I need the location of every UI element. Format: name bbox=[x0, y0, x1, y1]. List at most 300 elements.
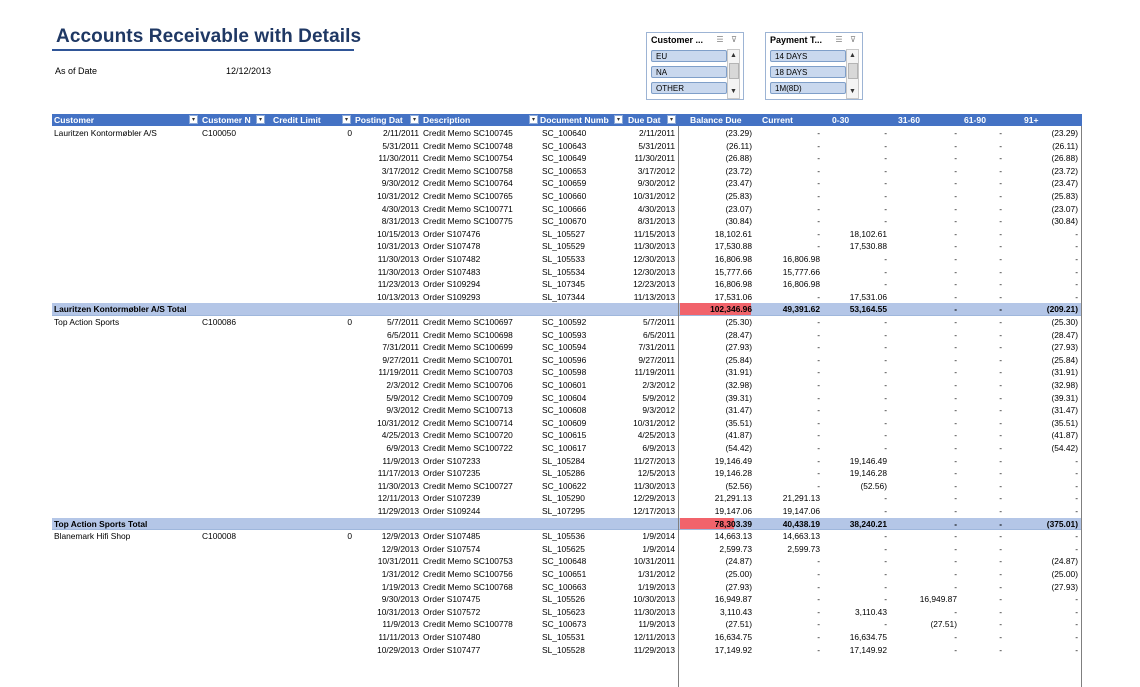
cell-customer-no[interactable]: C100008 bbox=[202, 531, 236, 542]
cell-91-plus[interactable]: - bbox=[1075, 543, 1078, 554]
slicer-item[interactable]: EU bbox=[651, 50, 727, 62]
cell-posting-date[interactable]: 5/9/2012 bbox=[386, 392, 419, 403]
cell-61-90[interactable]: - bbox=[999, 493, 1002, 504]
cell-posting-date[interactable]: 11/9/2013 bbox=[382, 619, 419, 630]
cell-0-30[interactable]: - bbox=[884, 342, 887, 353]
cell-0-30[interactable]: - bbox=[884, 128, 887, 138]
cell-credit-limit[interactable] bbox=[272, 417, 354, 430]
slicer-item[interactable]: NA bbox=[651, 66, 727, 78]
cell-credit-limit[interactable]: 0 bbox=[347, 128, 352, 138]
cell-customer-no[interactable] bbox=[202, 203, 272, 216]
cell-posting-date[interactable]: 6/5/2011 bbox=[387, 329, 419, 340]
cell-0-30[interactable]: - bbox=[884, 556, 887, 567]
cell-description[interactable]: Credit Memo SC100709 bbox=[423, 392, 513, 403]
cell-posting-date[interactable]: 1/19/2013 bbox=[381, 581, 419, 592]
cell-61-90[interactable]: - bbox=[999, 153, 1002, 164]
cell-91-plus[interactable]: (25.84) bbox=[1051, 354, 1078, 365]
cell-31-60[interactable]: - bbox=[954, 506, 957, 516]
cell-balance-due[interactable]: (25.84) bbox=[725, 354, 752, 365]
cell-credit-limit[interactable] bbox=[272, 266, 354, 279]
col-header-61-90[interactable]: 61-90 bbox=[964, 115, 986, 125]
cell-balance-due[interactable]: 3,110.43 bbox=[720, 606, 752, 617]
cell-description[interactable]: Credit Memo SC100703 bbox=[423, 367, 513, 378]
cell-description[interactable]: Credit Memo SC100697 bbox=[423, 317, 513, 327]
cell-balance-due[interactable]: (41.87) bbox=[725, 430, 752, 441]
cell-61-90[interactable]: - bbox=[999, 178, 1002, 189]
filter-dropdown-icon[interactable]: ▾ bbox=[256, 115, 265, 124]
cell-customer[interactable] bbox=[54, 404, 204, 417]
filter-dropdown-icon[interactable]: ▾ bbox=[614, 115, 623, 124]
cell-current[interactable]: - bbox=[817, 594, 820, 605]
cell-balance-due[interactable]: 16,806.98 bbox=[714, 279, 752, 290]
cell-31-60[interactable]: - bbox=[954, 203, 957, 214]
cell-current[interactable]: - bbox=[817, 606, 820, 617]
cell-61-90[interactable]: - bbox=[999, 644, 1002, 655]
cell-customer-no[interactable] bbox=[202, 329, 272, 342]
cell-0-30[interactable]: - bbox=[884, 354, 887, 365]
cell-0-30[interactable]: - bbox=[884, 140, 887, 151]
cell-31-60[interactable]: - bbox=[954, 581, 957, 592]
cell-posting-date[interactable]: 10/31/2013 bbox=[377, 241, 419, 252]
cell-0-30[interactable]: - bbox=[884, 569, 887, 579]
cell-credit-limit[interactable] bbox=[272, 492, 354, 505]
cell-customer[interactable] bbox=[54, 329, 204, 342]
cell-due-date[interactable]: 10/31/2011 bbox=[633, 556, 675, 567]
cell-0-30[interactable]: - bbox=[884, 367, 887, 378]
cell-credit-limit[interactable] bbox=[272, 329, 354, 342]
cell-credit-limit[interactable] bbox=[272, 240, 354, 253]
cell-31-60[interactable]: - bbox=[954, 165, 957, 176]
cell-posting-date[interactable]: 2/11/2011 bbox=[382, 128, 419, 138]
cell-description[interactable]: Order S107574 bbox=[423, 543, 481, 554]
cell-61-90[interactable]: - bbox=[999, 367, 1002, 378]
cell-current[interactable]: - bbox=[817, 569, 820, 579]
cell-balance-due[interactable]: (25.00) bbox=[725, 569, 752, 579]
cell-current[interactable]: 40,438.19 bbox=[782, 518, 820, 529]
cell-91-plus[interactable]: - bbox=[1075, 228, 1078, 239]
cell-61-90[interactable]: - bbox=[999, 518, 1002, 529]
cell-0-30[interactable]: - bbox=[884, 329, 887, 340]
cell-customer-no[interactable] bbox=[202, 341, 272, 354]
cell-posting-date[interactable]: 11/30/2013 bbox=[377, 480, 419, 491]
cell-document-no[interactable]: SC_100643 bbox=[542, 140, 587, 151]
cell-description[interactable]: Credit Memo SC100775 bbox=[423, 216, 513, 227]
cell-customer[interactable] bbox=[54, 417, 204, 430]
scroll-thumb[interactable] bbox=[848, 63, 858, 79]
cell-61-90[interactable]: - bbox=[999, 569, 1002, 579]
cell-91-plus[interactable]: (27.93) bbox=[1051, 581, 1078, 592]
cell-customer-no[interactable]: C100086 bbox=[202, 317, 236, 327]
cell-due-date[interactable]: 1/31/2012 bbox=[637, 569, 675, 579]
cell-due-date[interactable]: 11/29/2013 bbox=[633, 644, 675, 655]
cell-61-90[interactable]: - bbox=[999, 556, 1002, 567]
cell-due-date[interactable]: 11/30/2013 bbox=[633, 241, 675, 252]
cell-balance-due[interactable]: 17,149.92 bbox=[714, 644, 752, 655]
cell-description[interactable]: Order S107483 bbox=[423, 266, 481, 277]
cell-balance-due[interactable]: 15,777.66 bbox=[714, 266, 752, 277]
cell-document-no[interactable]: SC_100651 bbox=[542, 569, 587, 579]
cell-due-date[interactable]: 11/15/2013 bbox=[633, 228, 675, 239]
cell-customer[interactable] bbox=[54, 631, 204, 644]
cell-due-date[interactable]: 10/31/2012 bbox=[633, 417, 675, 428]
cell-0-30[interactable]: - bbox=[884, 531, 887, 542]
cell-customer-no[interactable] bbox=[202, 568, 272, 581]
cell-credit-limit[interactable] bbox=[272, 455, 354, 468]
cell-description[interactable]: Order S107477 bbox=[423, 644, 481, 655]
cell-customer[interactable] bbox=[54, 555, 204, 568]
cell-91-plus[interactable]: - bbox=[1075, 594, 1078, 605]
cell-due-date[interactable]: 4/25/2013 bbox=[637, 430, 675, 441]
cell-61-90[interactable]: - bbox=[999, 506, 1002, 516]
cell-customer-no[interactable] bbox=[202, 278, 272, 291]
cell-0-30[interactable]: - bbox=[884, 581, 887, 592]
cell-customer[interactable] bbox=[54, 379, 204, 392]
cell-customer[interactable] bbox=[54, 215, 204, 228]
cell-current[interactable]: - bbox=[817, 140, 820, 151]
cell-balance-due[interactable]: 102,346.96 bbox=[710, 304, 752, 315]
cell-current[interactable]: - bbox=[817, 228, 820, 239]
cell-customer-no[interactable] bbox=[202, 366, 272, 379]
cell-91-plus[interactable]: (39.31) bbox=[1051, 392, 1078, 403]
cell-0-30[interactable]: - bbox=[884, 619, 887, 630]
cell-posting-date[interactable]: 10/29/2013 bbox=[377, 644, 419, 655]
cell-customer-no[interactable] bbox=[202, 467, 272, 480]
cell-0-30[interactable]: - bbox=[884, 594, 887, 605]
cell-0-30[interactable]: 17,531.06 bbox=[849, 291, 887, 302]
cell-posting-date[interactable]: 1/31/2012 bbox=[381, 569, 419, 579]
cell-customer[interactable]: Top Action Sports Total bbox=[54, 518, 148, 529]
cell-customer[interactable] bbox=[54, 341, 204, 354]
cell-balance-due[interactable]: 2,599.73 bbox=[719, 543, 752, 554]
cell-0-30[interactable]: - bbox=[884, 254, 887, 264]
cell-posting-date[interactable]: 12/11/2013 bbox=[377, 493, 419, 504]
cell-31-60[interactable]: - bbox=[954, 279, 957, 290]
cell-current[interactable]: - bbox=[817, 430, 820, 441]
cell-customer-no[interactable] bbox=[202, 266, 272, 279]
cell-description[interactable]: Credit Memo SC100720 bbox=[423, 430, 513, 441]
cell-61-90[interactable]: - bbox=[999, 317, 1002, 327]
slicer-scrollbar[interactable] bbox=[846, 49, 859, 99]
cell-posting-date[interactable]: 2/3/2012 bbox=[386, 380, 419, 390]
col-header-91-plus[interactable]: 91+ bbox=[1024, 115, 1039, 125]
cell-customer-no[interactable] bbox=[202, 631, 272, 644]
cell-balance-due[interactable]: 78,303.39 bbox=[714, 518, 752, 529]
col-header-description[interactable]: Description bbox=[423, 115, 471, 125]
cell-description[interactable]: Credit Memo SC100778 bbox=[423, 619, 513, 630]
cell-due-date[interactable]: 2/11/2011 bbox=[638, 128, 675, 138]
cell-due-date[interactable]: 8/31/2013 bbox=[637, 216, 675, 227]
cell-31-60[interactable]: - bbox=[954, 531, 957, 542]
cell-customer[interactable] bbox=[54, 618, 204, 631]
cell-61-90[interactable]: - bbox=[999, 380, 1002, 390]
cell-document-no[interactable]: SL_105528 bbox=[542, 644, 585, 655]
cell-0-30[interactable]: - bbox=[884, 380, 887, 390]
cell-document-no[interactable]: SL_105623 bbox=[542, 606, 585, 617]
cell-current[interactable]: - bbox=[817, 581, 820, 592]
cell-balance-due[interactable]: (27.93) bbox=[725, 342, 752, 353]
cell-customer[interactable] bbox=[54, 177, 204, 190]
cell-customer-no[interactable] bbox=[202, 543, 272, 556]
cell-61-90[interactable]: - bbox=[999, 405, 1002, 416]
cell-description[interactable]: Order S107233 bbox=[423, 455, 481, 466]
cell-31-60[interactable]: - bbox=[954, 443, 957, 453]
cell-91-plus[interactable]: (25.83) bbox=[1051, 191, 1078, 201]
cell-customer[interactable] bbox=[54, 240, 204, 253]
cell-customer[interactable] bbox=[54, 140, 204, 153]
multi-select-icon[interactable]: ☰ bbox=[716, 35, 724, 44]
cell-0-30[interactable]: - bbox=[884, 430, 887, 441]
as-of-value[interactable]: 12/12/2013 bbox=[226, 66, 272, 76]
cell-document-no[interactable]: SC_100601 bbox=[542, 380, 587, 390]
cell-posting-date[interactable]: 9/27/2011 bbox=[382, 354, 419, 365]
cell-due-date[interactable]: 11/30/2013 bbox=[633, 606, 675, 617]
cell-61-90[interactable]: - bbox=[999, 165, 1002, 176]
cell-description[interactable]: Credit Memo SC100714 bbox=[423, 417, 513, 428]
cell-current[interactable]: 19,147.06 bbox=[782, 506, 820, 516]
cell-0-30[interactable]: 38,240.21 bbox=[849, 518, 887, 529]
cell-customer[interactable] bbox=[54, 253, 204, 266]
scroll-thumb[interactable] bbox=[729, 63, 739, 79]
cell-0-30[interactable]: 17,149.92 bbox=[849, 644, 887, 655]
cell-0-30[interactable]: - bbox=[884, 178, 887, 189]
cell-posting-date[interactable]: 3/17/2012 bbox=[381, 165, 419, 176]
cell-customer[interactable]: Lauritzen Kontormøbler A/S bbox=[54, 128, 157, 138]
cell-31-60[interactable]: - bbox=[954, 543, 957, 554]
cell-posting-date[interactable]: 11/30/2011 bbox=[378, 153, 419, 164]
cell-due-date[interactable]: 1/9/2014 bbox=[642, 531, 675, 542]
cell-61-90[interactable]: - bbox=[999, 329, 1002, 340]
cell-posting-date[interactable]: 11/30/2013 bbox=[377, 254, 419, 264]
cell-91-plus[interactable]: (23.72) bbox=[1051, 165, 1078, 176]
cell-posting-date[interactable]: 4/25/2013 bbox=[381, 430, 419, 441]
cell-91-plus[interactable]: (31.47) bbox=[1051, 405, 1078, 416]
cell-customer[interactable] bbox=[54, 366, 204, 379]
cell-credit-limit[interactable] bbox=[272, 203, 354, 216]
cell-posting-date[interactable]: 7/31/2011 bbox=[382, 342, 419, 353]
cell-91-plus[interactable]: (23.47) bbox=[1051, 178, 1078, 189]
cell-current[interactable]: - bbox=[817, 619, 820, 630]
cell-credit-limit[interactable] bbox=[272, 140, 354, 153]
cell-description[interactable]: Credit Memo SC100699 bbox=[423, 342, 513, 353]
cell-credit-limit[interactable] bbox=[272, 215, 354, 228]
cell-document-no[interactable]: SL_105531 bbox=[542, 632, 585, 642]
cell-due-date[interactable]: 11/9/2013 bbox=[638, 619, 675, 630]
cell-customer-no[interactable] bbox=[202, 392, 272, 405]
cell-due-date[interactable]: 9/30/2012 bbox=[637, 178, 675, 189]
cell-customer[interactable] bbox=[54, 593, 204, 606]
cell-credit-limit[interactable] bbox=[272, 555, 354, 568]
cell-balance-due[interactable]: (27.51) bbox=[725, 619, 752, 630]
cell-91-plus[interactable]: (26.88) bbox=[1051, 153, 1078, 164]
cell-posting-date[interactable]: 10/13/2013 bbox=[377, 291, 419, 302]
cell-61-90[interactable]: - bbox=[999, 594, 1002, 605]
cell-due-date[interactable]: 6/5/2011 bbox=[643, 329, 675, 340]
cell-credit-limit[interactable] bbox=[272, 190, 354, 203]
cell-customer[interactable] bbox=[54, 165, 204, 178]
scroll-down-icon[interactable]: ▼ bbox=[730, 88, 737, 95]
cell-customer[interactable] bbox=[54, 442, 204, 455]
cell-due-date[interactable]: 5/31/2011 bbox=[638, 140, 675, 151]
cell-31-60[interactable]: - bbox=[954, 128, 957, 138]
cell-31-60[interactable]: - bbox=[954, 569, 957, 579]
cell-balance-due[interactable]: (28.47) bbox=[725, 329, 752, 340]
cell-91-plus[interactable]: (32.98) bbox=[1051, 380, 1078, 390]
cell-posting-date[interactable]: 11/11/2013 bbox=[378, 632, 419, 642]
cell-91-plus[interactable]: - bbox=[1075, 468, 1078, 479]
col-header-current[interactable]: Current bbox=[762, 115, 794, 125]
filter-dropdown-icon[interactable]: ▾ bbox=[342, 115, 351, 124]
cell-document-no[interactable]: SC_100593 bbox=[542, 329, 587, 340]
cell-description[interactable]: Credit Memo SC100713 bbox=[423, 405, 513, 416]
cell-document-no[interactable]: SC_100615 bbox=[542, 430, 587, 441]
cell-credit-limit[interactable] bbox=[272, 593, 354, 606]
cell-91-plus[interactable]: - bbox=[1075, 241, 1078, 252]
cell-balance-due[interactable]: (26.88) bbox=[725, 153, 752, 164]
payment-terms-slicer[interactable] bbox=[765, 32, 863, 100]
cell-credit-limit[interactable]: 0 bbox=[347, 317, 352, 327]
cell-credit-limit[interactable] bbox=[272, 631, 354, 644]
cell-61-90[interactable]: - bbox=[999, 581, 1002, 592]
cell-posting-date[interactable]: 9/30/2012 bbox=[381, 178, 419, 189]
cell-customer[interactable] bbox=[54, 492, 204, 505]
cell-customer-no[interactable] bbox=[202, 417, 272, 430]
cell-balance-due[interactable]: (35.51) bbox=[725, 417, 752, 428]
cell-credit-limit[interactable] bbox=[272, 228, 354, 241]
cell-31-60[interactable]: - bbox=[954, 480, 957, 491]
cell-customer-no[interactable] bbox=[202, 429, 272, 442]
cell-document-no[interactable]: SC_100666 bbox=[542, 203, 587, 214]
cell-31-60[interactable]: - bbox=[954, 367, 957, 378]
cell-credit-limit[interactable] bbox=[272, 253, 354, 266]
cell-0-30[interactable]: 16,634.75 bbox=[849, 632, 887, 642]
cell-31-60[interactable]: - bbox=[954, 329, 957, 340]
cell-document-no[interactable]: SL_105286 bbox=[542, 468, 585, 479]
cell-customer[interactable] bbox=[54, 278, 204, 291]
cell-91-plus[interactable]: (25.00) bbox=[1051, 569, 1078, 579]
filter-dropdown-icon[interactable]: ▾ bbox=[667, 115, 676, 124]
cell-description[interactable]: Credit Memo SC100727 bbox=[423, 480, 513, 491]
cell-description[interactable]: Order S107239 bbox=[423, 493, 481, 504]
slicer-item[interactable]: 14 DAYS bbox=[770, 50, 846, 62]
cell-current[interactable]: - bbox=[817, 291, 820, 302]
filter-dropdown-icon[interactable]: ▾ bbox=[410, 115, 419, 124]
cell-balance-due[interactable]: (52.56) bbox=[725, 480, 752, 491]
cell-current[interactable]: - bbox=[817, 480, 820, 491]
cell-91-plus[interactable]: - bbox=[1075, 493, 1078, 504]
cell-customer[interactable] bbox=[54, 429, 204, 442]
col-header-due-date[interactable]: Due Dat bbox=[628, 115, 661, 125]
cell-due-date[interactable]: 4/30/2013 bbox=[637, 203, 675, 214]
cell-due-date[interactable]: 10/31/2012 bbox=[633, 191, 675, 201]
cell-posting-date[interactable]: 8/31/2013 bbox=[381, 216, 419, 227]
cell-document-no[interactable]: SC_100660 bbox=[542, 191, 587, 201]
cell-customer-no[interactable]: C100050 bbox=[202, 128, 236, 138]
cell-posting-date[interactable]: 11/29/2013 bbox=[377, 506, 419, 516]
cell-61-90[interactable]: - bbox=[999, 304, 1002, 315]
cell-customer-no[interactable] bbox=[202, 505, 272, 518]
cell-due-date[interactable]: 1/19/2013 bbox=[637, 581, 675, 592]
cell-customer[interactable] bbox=[54, 228, 204, 241]
cell-91-plus[interactable]: - bbox=[1075, 644, 1078, 655]
cell-61-90[interactable]: - bbox=[999, 632, 1002, 642]
cell-credit-limit[interactable] bbox=[272, 429, 354, 442]
col-header-document-no[interactable]: Document Numb bbox=[540, 115, 609, 125]
scroll-up-icon[interactable]: ▲ bbox=[849, 52, 856, 59]
cell-due-date[interactable]: 5/7/2011 bbox=[643, 317, 675, 327]
customer-group-slicer[interactable] bbox=[646, 32, 744, 100]
cell-61-90[interactable]: - bbox=[999, 531, 1002, 542]
cell-posting-date[interactable]: 10/31/2012 bbox=[377, 191, 419, 201]
cell-61-90[interactable]: - bbox=[999, 392, 1002, 403]
cell-91-plus[interactable]: (27.93) bbox=[1051, 342, 1078, 353]
cell-current[interactable]: 49,391.62 bbox=[782, 304, 820, 315]
cell-balance-due[interactable]: (31.91) bbox=[725, 367, 752, 378]
cell-due-date[interactable]: 11/19/2011 bbox=[634, 367, 675, 378]
cell-0-30[interactable]: - bbox=[884, 165, 887, 176]
cell-91-plus[interactable]: - bbox=[1075, 531, 1078, 542]
cell-description[interactable]: Credit Memo SC100722 bbox=[423, 443, 513, 453]
cell-due-date[interactable]: 10/30/2013 bbox=[633, 594, 675, 605]
cell-31-60[interactable]: - bbox=[954, 644, 957, 655]
cell-61-90[interactable]: - bbox=[999, 279, 1002, 290]
cell-31-60[interactable]: - bbox=[954, 178, 957, 189]
cell-posting-date[interactable]: 11/23/2013 bbox=[377, 279, 419, 290]
cell-current[interactable]: - bbox=[817, 329, 820, 340]
cell-description[interactable]: Credit Memo SC100748 bbox=[423, 140, 513, 151]
cell-credit-limit[interactable] bbox=[272, 177, 354, 190]
cell-61-90[interactable]: - bbox=[999, 455, 1002, 466]
cell-posting-date[interactable]: 9/3/2012 bbox=[386, 405, 419, 416]
scroll-up-icon[interactable]: ▲ bbox=[730, 52, 737, 59]
cell-current[interactable]: - bbox=[817, 367, 820, 378]
cell-posting-date[interactable]: 5/31/2011 bbox=[382, 140, 419, 151]
cell-current[interactable]: - bbox=[817, 203, 820, 214]
cell-91-plus[interactable]: (35.51) bbox=[1051, 417, 1078, 428]
cell-posting-date[interactable]: 9/30/2013 bbox=[381, 594, 419, 605]
cell-31-60[interactable]: - bbox=[954, 556, 957, 567]
cell-document-no[interactable]: SC_100648 bbox=[542, 556, 587, 567]
cell-customer[interactable] bbox=[54, 467, 204, 480]
cell-due-date[interactable]: 12/5/2013 bbox=[637, 468, 675, 479]
cell-customer[interactable] bbox=[54, 291, 204, 304]
cell-due-date[interactable]: 11/13/2013 bbox=[633, 291, 675, 302]
cell-current[interactable]: 14,663.13 bbox=[782, 531, 820, 542]
cell-91-plus[interactable]: (24.87) bbox=[1051, 556, 1078, 567]
cell-balance-due[interactable]: 19,146.28 bbox=[714, 468, 752, 479]
cell-current[interactable]: - bbox=[817, 468, 820, 479]
cell-current[interactable]: - bbox=[817, 342, 820, 353]
clear-filter-icon[interactable]: ⊽ bbox=[731, 35, 737, 44]
cell-due-date[interactable]: 12/29/2013 bbox=[633, 493, 675, 504]
cell-description[interactable]: Credit Memo SC100756 bbox=[423, 569, 513, 579]
cell-31-60[interactable]: - bbox=[954, 518, 957, 529]
cell-document-no[interactable]: SL_105290 bbox=[542, 493, 585, 504]
cell-balance-due[interactable]: 16,806.98 bbox=[714, 254, 752, 264]
cell-balance-due[interactable]: 18,102.61 bbox=[714, 228, 752, 239]
cell-61-90[interactable]: - bbox=[999, 342, 1002, 353]
cell-balance-due[interactable]: 16,949.87 bbox=[714, 594, 752, 605]
cell-description[interactable]: Order S107485 bbox=[423, 531, 481, 542]
cell-0-30[interactable]: 17,530.88 bbox=[849, 241, 887, 252]
cell-customer-no[interactable] bbox=[202, 354, 272, 367]
cell-61-90[interactable]: - bbox=[999, 254, 1002, 264]
cell-customer-no[interactable] bbox=[202, 593, 272, 606]
cell-document-no[interactable]: SL_105526 bbox=[542, 594, 585, 605]
cell-customer-no[interactable] bbox=[202, 165, 272, 178]
cell-balance-due[interactable]: 16,634.75 bbox=[714, 632, 752, 642]
cell-0-30[interactable]: - bbox=[884, 506, 887, 516]
cell-91-plus[interactable]: (209.21) bbox=[1046, 304, 1078, 315]
